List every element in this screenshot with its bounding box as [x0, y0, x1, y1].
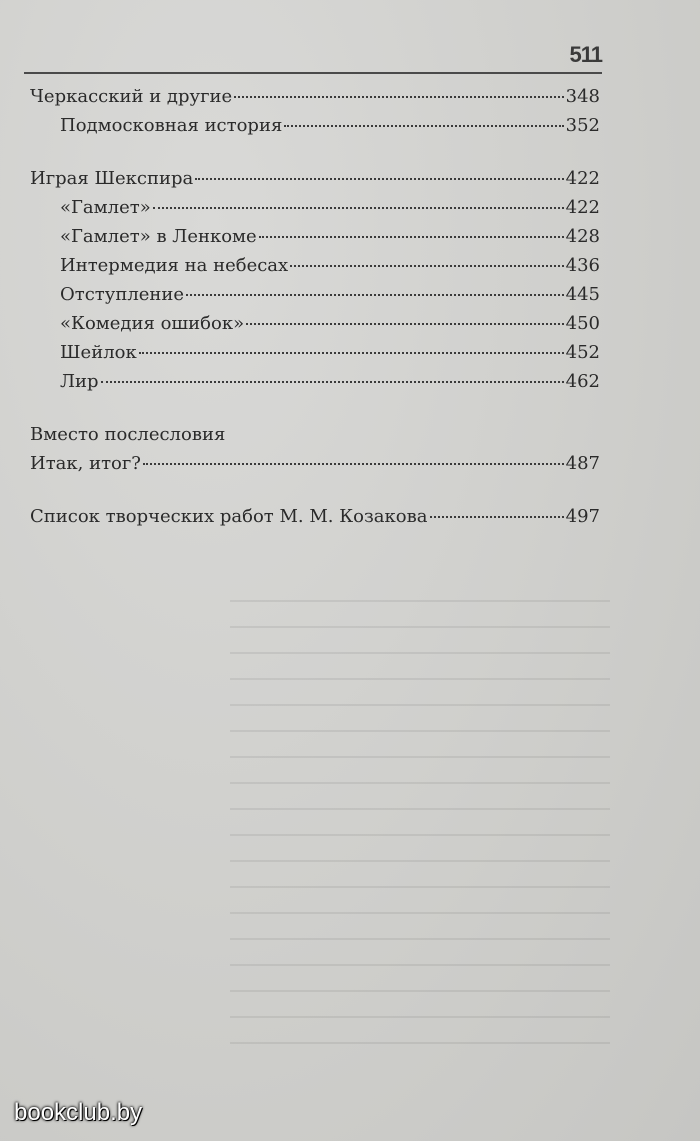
toc-entry-page: 497	[565, 506, 600, 527]
dot-leader	[143, 463, 564, 465]
header-rule	[24, 72, 602, 74]
toc-entry-title: Интермедия на небесах	[60, 255, 289, 276]
toc-entry-page: 452	[565, 342, 600, 363]
section-gap	[30, 478, 600, 502]
dot-leader	[139, 352, 564, 354]
page-number: 511	[569, 42, 602, 67]
toc-entry-title: Список творческих работ М. М. Козакова	[30, 506, 428, 527]
toc-entry-title: Шейлок	[60, 342, 137, 363]
dot-leader	[246, 323, 564, 325]
toc-entry	[30, 193, 600, 222]
toc-entry-title: Черкасский и другие	[30, 86, 233, 107]
toc-entry-page: 428	[565, 226, 600, 247]
toc-entry-page: 352	[565, 115, 600, 136]
toc-entry-page: 422	[565, 197, 600, 218]
dot-leader	[186, 294, 564, 296]
toc-entry-page: 487	[565, 453, 600, 474]
dot-leader	[259, 236, 564, 238]
toc-entry	[30, 449, 600, 478]
toc-entry-title: Отступление	[60, 284, 185, 305]
toc-entry	[30, 338, 600, 367]
section-gap	[30, 140, 600, 164]
toc-entry	[30, 222, 600, 251]
afterword-heading: Вместо послесловия	[30, 424, 226, 445]
toc-entry	[30, 367, 600, 396]
section-gap	[30, 396, 600, 420]
toc-entry-title: Играя Шекспира	[30, 168, 194, 189]
toc-entry-title: «Гамлет» в Ленкоме	[60, 226, 257, 247]
toc-entry-page: 348	[565, 86, 600, 107]
toc-entry	[30, 251, 600, 280]
dot-leader	[284, 125, 563, 127]
toc-entry-title: Лир	[60, 371, 99, 392]
bleed-through-texture	[230, 600, 610, 1050]
toc-entry-page: 422	[565, 168, 600, 189]
toc-entry-title: Подмосковная история	[60, 115, 283, 136]
toc-entry	[30, 164, 600, 193]
table-of-contents	[30, 82, 600, 531]
toc-entry-page: 445	[565, 284, 600, 305]
toc-entry-title: Итак, итог?	[30, 453, 141, 474]
toc-entry	[30, 309, 600, 338]
toc-entry	[30, 502, 600, 531]
toc-entry-title: «Комедия ошибок»	[60, 313, 245, 334]
toc-entry	[30, 82, 600, 111]
dot-leader	[234, 96, 563, 98]
dot-leader	[153, 207, 564, 209]
toc-entry-page: 436	[565, 255, 600, 276]
dot-leader	[290, 265, 563, 267]
toc-entry-title: «Гамлет»	[60, 197, 151, 218]
dot-leader	[195, 178, 563, 180]
toc-entry	[30, 111, 600, 140]
dot-leader	[101, 381, 564, 383]
toc-entry	[30, 280, 600, 309]
watermark-text: bookclub.by	[14, 1099, 143, 1126]
dot-leader	[430, 516, 564, 518]
toc-entry-page: 462	[565, 371, 600, 392]
toc-entry-page: 450	[565, 313, 600, 334]
